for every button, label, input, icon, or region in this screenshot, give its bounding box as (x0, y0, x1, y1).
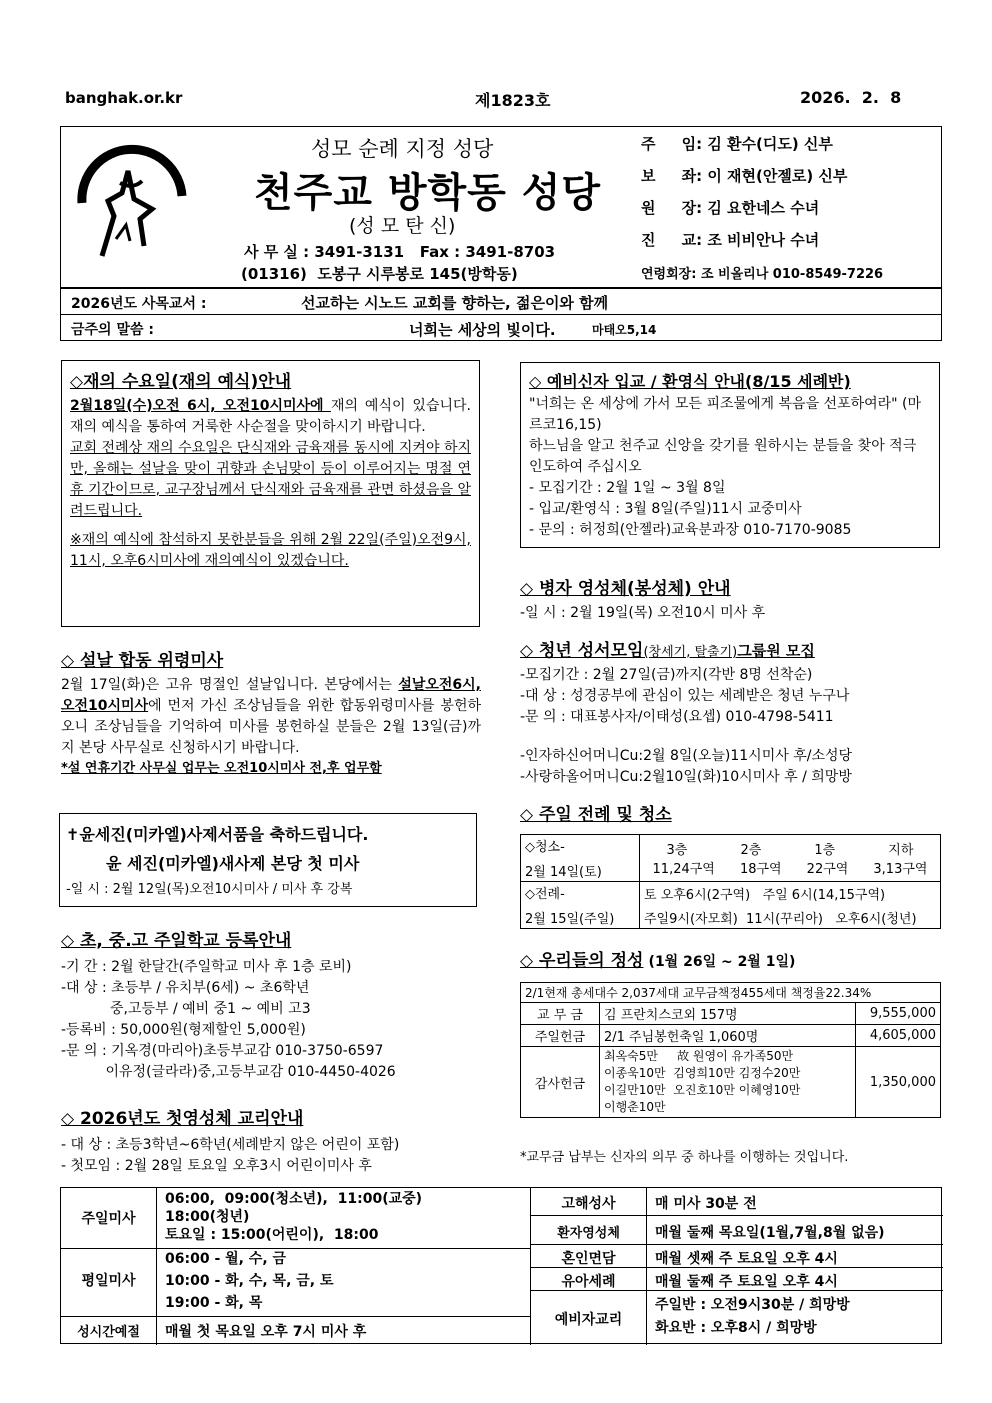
catechumen-line: - 모집기간 : 2월 1일 ~ 3월 8일 (529, 480, 726, 496)
area-label: 11,24구역 (652, 862, 715, 877)
service-label: 혼인면담 (561, 1251, 616, 1267)
staff-role: 진 교 (641, 231, 697, 249)
header-box (60, 126, 942, 288)
schedule-box (60, 1187, 942, 1344)
communion-line: - 첫모임 : 2월 28일 토요일 오후3시 어린이미사 후 (61, 1158, 372, 1174)
sunday-mass-line: 토요일 : 15:00(어린이), 18:00 (165, 1227, 379, 1243)
school-title: ◇ 초, 중.고 주일학교 등록안내 (61, 931, 292, 951)
clean-title: ◇ 주일 전례 및 청소 (520, 805, 672, 825)
sick-section (520, 574, 940, 624)
council-head: 연령회장: 조 비올리나 010-8549-7226 (641, 267, 884, 282)
offer-key: 교 무 금 (521, 1003, 600, 1025)
patron: (성 모 탄 신) (349, 215, 456, 237)
thanks-line: 최옥숙5만 故 원영이 유가족50만 (604, 1049, 794, 1063)
cu-line: -인자하신어머니Cu:2월 8일(오늘)11시미사 후/소성당 (520, 748, 853, 764)
offer-desc: 2/1 주님봉헌축일 1,060명 (600, 1025, 856, 1047)
motto-text: 선교하는 시노드 교회를 향하는, 젊은이와 함께 (301, 294, 609, 312)
thanks-line: 이행춘10만 (604, 1100, 666, 1114)
youth-line: -모집기간 : 2월 27일(금)까지(각반 8명 선착순) (520, 667, 813, 683)
offer-table (520, 982, 941, 1118)
word-ref: 마태오5,14 (592, 323, 657, 337)
sunday-mass-line: 06:00, 09:00(청소년), 11:00(교중) (165, 1191, 423, 1207)
thanks-line: 이길만10만 오진호10만 이혜영10만 (604, 1083, 801, 1097)
lunar-p1a: 2월 17일(화)은 고유 명절인 설날입니다. 본당에서는 (61, 677, 399, 693)
offer-summary: 2/1현재 총세대수 2,037세대 교무금책정455세대 책정율22.34% (521, 983, 941, 1003)
sunday-mass-label: 주일미사 (81, 1211, 136, 1227)
service-label: 고해성사 (561, 1196, 616, 1212)
offer-period: (1월 26일 ~ 2월 1일) (648, 954, 796, 970)
catechumen-line: - 문의 : 허정희(안젤라)교육분과장 010-7170-9085 (529, 522, 852, 538)
staff-role: 보 좌 (641, 167, 697, 185)
sunday-mass-line: 18:00(청년) (165, 1209, 250, 1225)
ordination-l3: -일 시 : 2월 12일(목)오전10시미사 / 미사 후 강복 (66, 882, 353, 897)
issue-number: 제1823호 (475, 91, 551, 110)
clean-label: ◇청소- (525, 840, 565, 855)
ash-title: ◇재의 수요일(재의 예식)안내 (70, 372, 292, 392)
thanks-line: 이종욱10만 김영희10만 김정수20만 (604, 1066, 801, 1080)
youth-line: -대 상 : 성경공부에 관심이 있는 세례받은 청년 누구나 (520, 688, 850, 704)
ash-p1: 재의 예식이 있습니다. 재의 예식을 통하여 거룩한 사순절을 맞이하시기 바랍니다. (70, 398, 471, 435)
sick-line: -일 시 : 2월 19일(목) 오전10시 미사 후 (520, 605, 766, 621)
liturgy-label: ◇전례- (525, 887, 565, 902)
school-section (61, 926, 481, 1083)
school-line: -대 상 : 초등부 / 유치부(6세) ~ 초6학년 (61, 980, 310, 996)
staff-name: : 이 재현(안젤로) 신부 (696, 167, 848, 185)
staff-name: : 김 요한네스 수녀 (696, 199, 820, 217)
catechumen-title: ◇ 예비신자 입교 / 환영식 안내(8/15 세례반) (529, 372, 851, 391)
issue-date: 2026. 2. 8 (800, 88, 902, 107)
staff-name: : 조 비비안나 수녀 (696, 231, 820, 249)
ash-p3: ※재의 예식에 참석하지 못한분들을 위해 2월 22일(주일)오전9시, 11시, 오후6시미사에 재의예식이 있겠습니다. (70, 532, 471, 569)
catechumen-line: - 입교/환영식 : 3월 8일(주일)11시 교중미사 (529, 501, 802, 517)
word-label: 금주의 말씀 : (71, 322, 154, 338)
liturgy-date: 2월 15일(주일) (525, 912, 615, 927)
weekday-mass-label: 평일미사 (81, 1273, 136, 1289)
clean-table (520, 834, 941, 929)
weekday-mass-line: 06:00 - 월, 수, 금 (165, 1251, 287, 1267)
staff-role: 원 장 (641, 199, 697, 217)
liturgy-line: 주일9시(자모회) 11시(꾸리아) 오후6시(청년) (644, 911, 917, 927)
ordination-box (59, 813, 477, 907)
staff-role: 주 임 (641, 135, 697, 153)
offer-value: 9,555,000 (856, 1003, 941, 1025)
offer-note: *교무금 납부는 신자의 의무 중 하나를 이행하는 것입니다. (520, 1150, 849, 1165)
floor-label: 3층 (666, 843, 688, 858)
ash-wednesday-box (61, 360, 480, 627)
school-line: -기 간 : 2월 한달간(주일학교 미사 후 1층 로비) (61, 959, 352, 975)
ash-p2: 교회 전례상 재의 수요일은 단식재와 금육재를 동시에 지켜야 하지만, 올해는 설날을 맞이 귀향과 손님맞이 등이 이루어지는 명절 연휴 기간이므로, 교구장님께서 단식재와 금육재를 관면 하셨음을 알려드립니다. (70, 440, 471, 519)
ordination-l2: 윤 세진(미카엘)새사제 본당 첫 미사 (106, 854, 360, 873)
word-row (60, 314, 942, 341)
sick-title: ◇ 병자 영성체(봉성체) 안내 (520, 579, 731, 599)
youth-title-end: 그룹원 모집 (737, 642, 815, 660)
offer-value: 1,350,000 (856, 1047, 941, 1118)
church-logo-icon (64, 141, 194, 271)
ordination-l1: ✝윤세진(미카엘)사제서품을 축하드립니다. (66, 825, 369, 844)
youth-title: ◇ 청년 성서모임 (520, 641, 644, 661)
school-line: -문 의 : 기옥경(마리아)초등부교감 010-3750-6597 (61, 1043, 384, 1059)
ash-times: 2월18일(수)오전 6시, 오전10시미사에 (70, 398, 331, 414)
page-title: 천주교 방학동 성당 (254, 170, 601, 216)
catechism-line: 화요반 : 오후8시 / 희망방 (655, 1320, 817, 1336)
lunar-masses: 설날오전6시, 오전10시미사 (61, 677, 481, 714)
floor-label: 1층 (814, 843, 836, 858)
staff-name: : 김 환수(디도) 신부 (696, 135, 833, 153)
offer-value: 4,605,000 (856, 1025, 941, 1047)
header-subtitle: 성모 순례 지정 성당 (311, 137, 494, 161)
youth-title-small: (창세기, 탈출기) (643, 645, 738, 660)
word-text: 너희는 세상의 빛이다. (409, 321, 556, 339)
offer-key: 감사헌금 (521, 1047, 600, 1118)
clean-date: 2월 14일(토) (525, 865, 602, 880)
service-value: 매 미사 30분 전 (655, 1196, 757, 1212)
offer-key: 주일헌금 (521, 1025, 600, 1047)
area-label: 22구역 (806, 862, 849, 877)
service-value: 매월 둘째 목요일(1월,7월,8월 없음) (655, 1225, 885, 1241)
school-line: 이유정(글라라)중,고등부교감 010-4450-4026 (61, 1064, 396, 1080)
offer-heading (520, 946, 795, 971)
motto-label: 2026년도 사목교서 : (71, 296, 207, 312)
lunar-title: ◇ 설날 합동 위령미사 (61, 651, 224, 671)
area-label: 3,13구역 (873, 862, 928, 877)
address: (01316) 도봉구 시루봉로 145(방학동) (241, 265, 518, 283)
service-value: 매월 둘째 주 토요일 오후 4시 (655, 1274, 838, 1290)
staff-list (641, 133, 941, 282)
catechumen-box (520, 362, 940, 548)
offer-desc: 김 프란치스코외 157명 (600, 1003, 856, 1025)
motto-row (60, 288, 942, 315)
catechumen-quote: "너희는 온 세상에 가서 모든 피조물에게 복음을 선포하여라" (마르코16,15) (529, 396, 922, 433)
floor-label: 지하 (888, 843, 914, 858)
youth-line: -문 의 : 대표봉사자/이태성(요셉) 010-4798-5411 (520, 709, 834, 725)
communion-section (61, 1104, 481, 1177)
communion-line: - 대 상 : 초등3학년~6학년(세례받지 않은 어린이 포함) (61, 1137, 400, 1153)
service-label: 유아세례 (561, 1274, 616, 1290)
youth-section (520, 636, 945, 788)
weekday-mass-line: 19:00 - 화, 목 (165, 1295, 263, 1311)
holy-hour-label: 성시간예절 (77, 1325, 140, 1340)
school-line: -등록비 : 50,000원(형제할인 5,000원) (61, 1022, 306, 1038)
catechumen-text: 하느님을 알고 천주교 신앙을 갖기를 원하시는 분들을 찾아 적극 인도하여 주십시오 (529, 438, 917, 475)
communion-title: ◇ 2026년도 첫영성체 교리안내 (61, 1109, 304, 1129)
catechism-label: 예비자교리 (554, 1312, 623, 1328)
lunar-p1c: 에 먼저 가신 조상님들을 위한 합동위령미사를 봉헌하오니 조상님들을 기억하여 미사를 봉헌하실 분들은 2월 13일(금)까지 본당 사무실로 신청하시기 바랍니다. (61, 698, 481, 756)
weekday-mass-line: 10:00 - 화, 수, 목, 금, 토 (165, 1273, 334, 1289)
catechism-line: 주일반 : 오전9시30분 / 희망방 (655, 1297, 850, 1313)
area-label: 18구역 (739, 862, 782, 877)
holy-hour-line: 매월 첫 목요일 오후 7시 미사 후 (165, 1324, 367, 1340)
offer-title: ◇ 우리들의 정성 (520, 951, 644, 971)
school-line: 중,고등부 / 예비 중1 ~ 예비 고3 (61, 1001, 311, 1017)
service-label: 환자영성체 (557, 1226, 620, 1241)
floor-label: 2층 (740, 843, 762, 858)
site-url[interactable]: banghak.or.kr (65, 89, 183, 107)
service-value: 매월 셋째 주 토요일 오후 4시 (655, 1251, 838, 1267)
lunar-section (61, 646, 481, 779)
cu-line: -사랑하올어머니Cu:2월10일(화)10시미사 후 / 희망방 (520, 769, 852, 785)
liturgy-line: 토 오후6시(2구역) 주일 6시(14,15구역) (644, 887, 886, 903)
office-phone: 사 무 실 : 3491-3131 Fax : 3491-8703 (244, 243, 556, 261)
lunar-note: *설 연휴기간 사무실 업무는 오전10시미사 전,후 업무함 (61, 761, 382, 776)
